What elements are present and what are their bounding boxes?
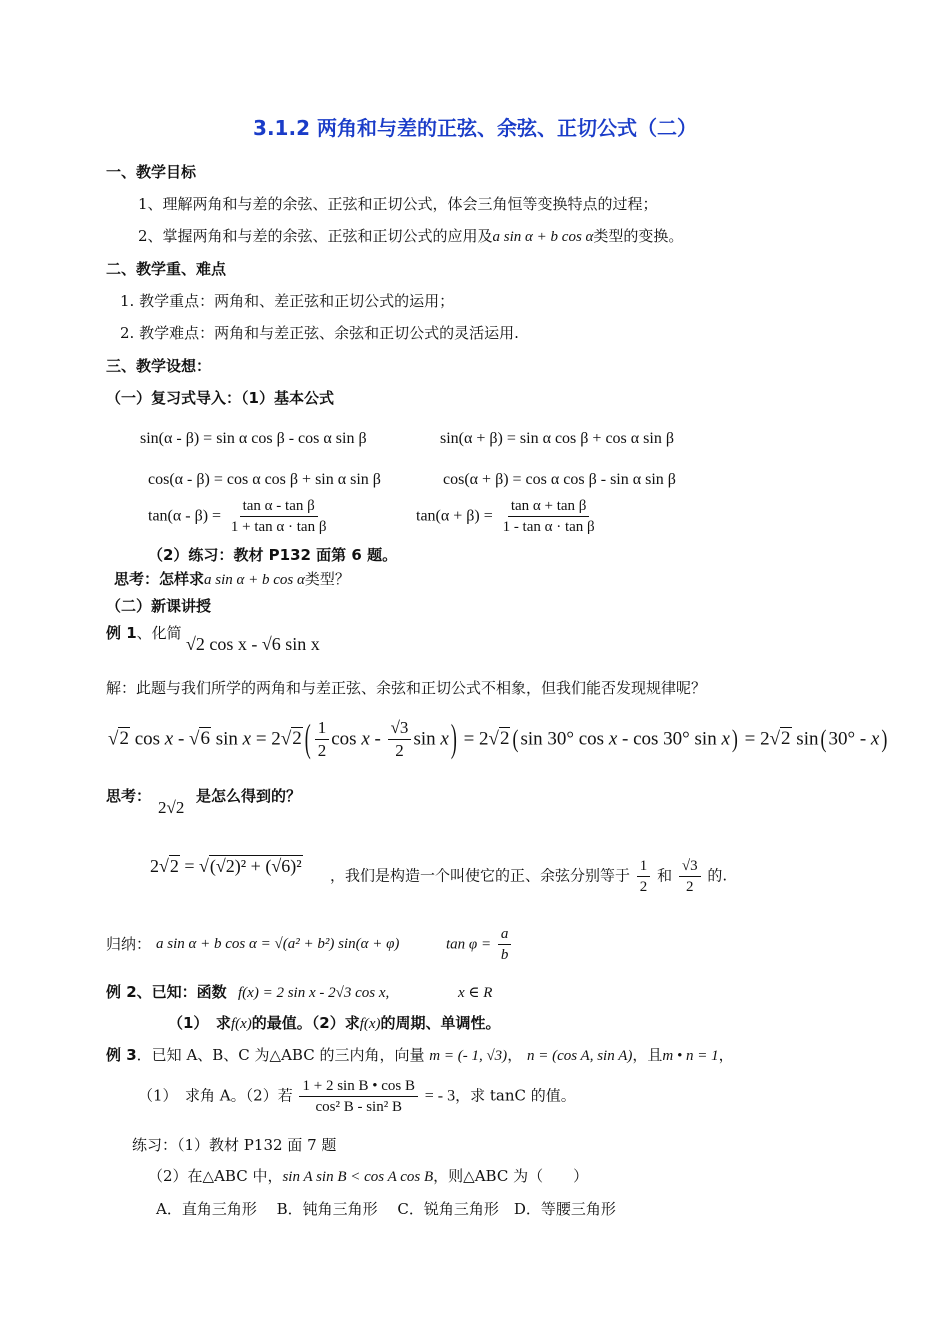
tan-minus-numerator: tan α - tan β: [240, 497, 318, 517]
example-2-q1: （1） 求: [168, 1014, 231, 1032]
tan-minus-lhs: tan(α - β) =: [148, 507, 222, 525]
goal-item-2: [138, 227, 683, 246]
example-3-cond: ，且: [632, 1046, 663, 1064]
example-2-fx-1: f(x): [230, 1016, 252, 1032]
summary-formula: a sin α + b cos α = √(a² + b²) sin(α + φ): [156, 936, 400, 952]
example-3-heading: 例 3．已知 A、B、C 为△ABC 的三内角，向量 m = (- 1, √3)， n = (cos A, sin A)，且m • n = 1，: [106, 1046, 734, 1064]
tan-minus-fraction: [228, 497, 330, 536]
think-question: [114, 570, 350, 589]
formula-tan-plus: [416, 497, 600, 536]
think-label: 思考：怎样求: [114, 570, 205, 588]
example-1-text: 、化简: [136, 624, 182, 642]
subsection-review: （一）复习式导入：（1）基本公式: [106, 389, 334, 407]
tan-plus-numerator: tan α + tan β: [508, 497, 590, 517]
focus-item-2: 2. 教学难点：两角和与差正弦、余弦和正切公式的灵活运用.: [120, 324, 519, 342]
practice-2: [148, 1167, 588, 1186]
goal-item-2-text: 2、掌握两角和与差的余弦、正弦和正切公式的应用及: [138, 227, 493, 245]
example-1-derivation: √2 cos x - √6 sin x = 2√2 ( $\frac{1}{2}$ cos x - $\frac{√3}{2}$ sin x ) = 2√2 ( sin 30° cos x - cos 30° sin x ) = 2√2 sin ( 30° - x ): [108, 716, 888, 761]
example-3-fraction: [299, 1077, 417, 1116]
goal-item-1: 1、理解两角和与差的余弦、正弦和正切公式，体会三角恒等变换特点的过程；: [138, 195, 658, 213]
page-title: 3.1.2 两角和与差的正弦、余弦、正切公式（二）: [253, 116, 697, 140]
one-half-fraction: $\frac{1}{2}$: [637, 857, 651, 896]
formula-cos-plus: cos(α + β) = cos α cos β - sin α sin β: [443, 471, 676, 488]
example-2-text: 、已知：函数: [136, 983, 227, 1001]
dot-product: m • n = 1: [662, 1048, 719, 1064]
think-2-label: 思考：: [106, 787, 152, 805]
explanation-and: 和: [657, 866, 673, 885]
example-2-q1-tail: 的最值。（2）求: [251, 1014, 360, 1032]
section-heading-goals: 一、教学目标: [106, 163, 197, 181]
example-3-q2: ，求 tanC 的值。: [455, 1086, 576, 1105]
explanation-text: ，我们是构造一个叫使它的正、余弦分别等于: [330, 866, 631, 885]
subsection-new-lesson: （二）新课讲授: [106, 597, 212, 615]
goal-item-2-math: a sin α + b cos α: [492, 229, 594, 245]
formula-sin-minus: sin(α - β) = sin α cos β - cos α sin β: [140, 430, 367, 447]
practice-options: A．直角三角形 B．钝角三角形 C．锐角三角形 D．等腰三角形: [156, 1200, 616, 1218]
example-1-expression: √2 cos x - √6 sin x: [186, 634, 320, 654]
tan-plus-lhs: tan(α + β) =: [416, 507, 493, 525]
example-3-denominator: cos² B - sin² B: [315, 1099, 402, 1115]
formula-sin-plus: sin(α + β) = sin α cos β + cos α sin β: [440, 430, 674, 447]
tan-plus-fraction: [500, 497, 598, 536]
example-3-text: ．已知 A、B、C 为△ABC 的三内角，向量: [136, 1046, 425, 1064]
formula-tan-minus: [148, 497, 331, 536]
root-explanation: [330, 857, 727, 896]
example-1-think: [106, 787, 151, 805]
formula-cos-minus: cos(α - β) = cos α cos β + sin α sin β: [148, 471, 381, 488]
summary-tan-fraction: $\frac{a}{b}$: [498, 925, 512, 964]
root-identity: 2√2 = √(√2)² + (√6)²: [150, 856, 302, 876]
vector-n: n = (cos A, sin A): [526, 1048, 633, 1064]
practice-1: 练习：（1）教材 P132 面 7 题: [132, 1136, 337, 1154]
summary-label: 归纳：: [106, 935, 152, 953]
tan-plus-denominator: 1 - tan α · tan β: [502, 519, 595, 535]
example-3-equals: = - 3: [424, 1087, 456, 1105]
summary-tan: [446, 925, 513, 964]
example-3-questions: [138, 1077, 576, 1116]
example-3-label: 例 3: [106, 1046, 137, 1064]
example-2-heading: [106, 983, 227, 1001]
example-1-solution: 解：此题与我们所学的两角和与差正弦、余弦和正切公式不相象，但我们能否发现规律呢？: [106, 679, 707, 697]
goal-item-2-tail: 类型的变换。: [593, 227, 684, 245]
summary-tan-lhs: tan φ =: [446, 936, 492, 953]
example-3-q1: （1） 求角 A。（2）若: [138, 1086, 293, 1105]
focus-item-1: 1. 教学重点：两角和、差正弦和正切公式的运用；: [120, 292, 455, 310]
explanation-end: 的.: [707, 866, 728, 885]
practice-2-math: sin A sin B < cos A cos B: [282, 1169, 434, 1185]
think-2-expression: 2√2: [158, 798, 185, 817]
vector-m: m = (- 1, √3): [429, 1048, 508, 1064]
section-heading-design: 三、教学设想：: [106, 357, 212, 375]
example-2-fx-2: f(x): [359, 1016, 381, 1032]
example-2-function: f(x) = 2 sin x - 2√3 cos x,: [238, 985, 390, 1001]
review-practice: （2）练习：教材 P132 面第 6 题。: [148, 546, 398, 564]
example-2-domain: x ∈ R: [458, 985, 493, 1001]
example-1-label: 例 1: [106, 624, 137, 642]
think-tail: 类型？: [304, 570, 350, 588]
tan-minus-denominator: 1 + tan α · tan β: [230, 519, 327, 535]
example-1-heading: [106, 624, 182, 642]
example-2-label: 例 2: [106, 983, 137, 1001]
practice-2-text: （2）在△ABC 中，: [148, 1167, 283, 1185]
example-2-questions: [168, 1014, 501, 1033]
practice-2-tail: ，则△ABC 为（ ）: [433, 1167, 589, 1185]
think-math: a sin α + b cos α: [204, 572, 305, 588]
example-3-numerator: 1 + 2 sin B • cos B: [299, 1077, 417, 1097]
think-2-text: 是怎么得到的？: [196, 787, 302, 805]
root3-half-fraction: $\frac{√3}{2}$: [679, 857, 701, 896]
example-2-q2-tail: 的周期、单调性。: [380, 1014, 501, 1032]
section-heading-focus: 二、教学重、难点: [106, 260, 227, 278]
